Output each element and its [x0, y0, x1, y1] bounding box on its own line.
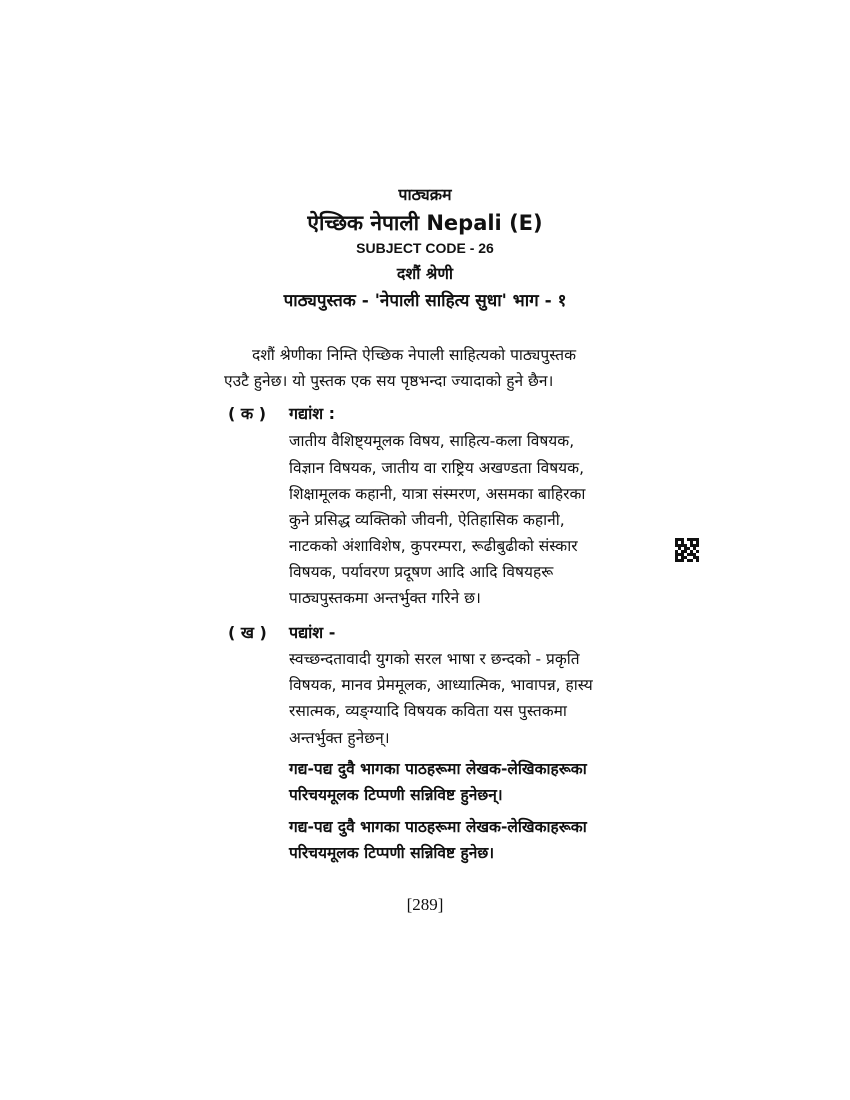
- section-kha-line: परिचयमूलक टिप्पणी सन्निविष्ट हुनेछ।: [289, 844, 495, 862]
- section-ka-title: गद्यांश :: [289, 404, 336, 423]
- qr-code-icon: [675, 538, 699, 562]
- textbook-title: पाठ्यपुस्तक - 'नेपाली साहित्य सुधा' भाग - १: [283, 291, 567, 311]
- page-number: [289]: [406, 895, 444, 914]
- section-kha-line: विषयक, मानव प्रेममूलक, आध्यात्मिक, भावापन्न, हास्य: [289, 676, 593, 694]
- section-ka-line: शिक्षामूलक कहानी, यात्रा संस्मरण, असमका बाहिरका: [289, 485, 586, 503]
- section-kha-line: अन्तर्भुक्त हुनेछन्।: [289, 729, 390, 747]
- section-kha-line: परिचयमूलक टिप्पणी सन्निविष्ट हुनेछन्।: [289, 786, 503, 804]
- section-kha-line: स्वच्छन्दतावादी युगको सरल भाषा र छन्दको - प्रकृति: [289, 650, 580, 668]
- subject-code: SUBJECT CODE - 26: [356, 240, 494, 256]
- section-ka-line: जातीय वैशिष्ट्यमूलक विषय, साहित्य-कला विषयक,: [289, 432, 575, 450]
- section-ka-line: कुने प्रसिद्ध व्यक्तिको जीवनी, ऐतिहासिक कहानी,: [289, 511, 565, 529]
- section-kha-label: ( ख ): [228, 623, 267, 642]
- section-ka-line: विषयक, पर्यावरण प्रदूषण आदि आदि विषयहरू: [289, 563, 554, 581]
- section-kha-line: गद्य-पद्य दुवै भागका पाठहरूमा लेखक-लेखिकाहरूका: [289, 760, 587, 778]
- header-syllabus: पाठ्यक्रम: [398, 185, 452, 204]
- section-ka-label: ( क ): [228, 404, 267, 423]
- section-ka-line: विज्ञान विषयक, जातीय वा राष्ट्रिय अखण्डता विषयक,: [289, 459, 584, 477]
- section-ka-line: पाठ्यपुस्तकमा अन्तर्भुक्त गरिने छ।: [289, 589, 481, 607]
- section-kha-title: पद्यांश -: [289, 623, 336, 642]
- section-kha-line: गद्य-पद्य दुवै भागका पाठहरूमा लेखक-लेखिकाहरूका: [289, 818, 587, 836]
- intro-line: दशौं श्रेणीका निम्ति ऐच्छिक नेपाली साहित्यको पाठ्यपुस्तक: [252, 346, 577, 364]
- section-kha-line: रसात्मक, व्यङ्ग्यादि विषयक कविता यस पुस्तकमा: [289, 702, 567, 720]
- subject-title: ऐच्छिक नेपाली Nepali (E): [307, 211, 543, 235]
- intro-line: एउटै हुनेछ। यो पुस्तक एक सय पृष्ठभन्दा ज्यादाको हुने छैन।: [224, 372, 554, 390]
- class-label: दशौं श्रेणी: [396, 264, 454, 283]
- section-ka-line: नाटकको अंशाविशेष, कुपरम्परा, रूढीबुढीको संस्कार: [289, 537, 578, 555]
